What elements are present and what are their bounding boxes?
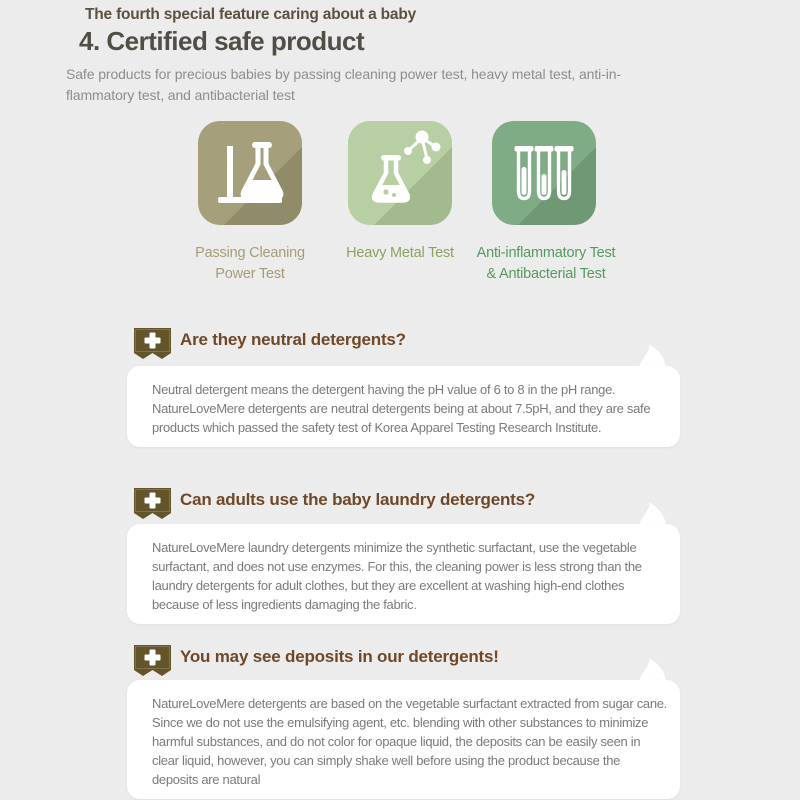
- cleaning-power-test-tile: [198, 121, 302, 225]
- cleaning-power-test-label: Passing Cleaning Power Test: [195, 245, 305, 282]
- antibacterial-test-tile: [492, 121, 596, 225]
- answer-box: NatureLoveMere detergents are based on the vegetable surfactant extracted from sugar cane. Since we do not use the emulsifying agent, etc. blending with other substances to minimize harmful substances, and do not color for opaque liquid, the deposits can be easily seen in clear liquid, however, you can simply shake well before using the product because the deposits are natural: [127, 680, 680, 799]
- heavy-metal-test-tile: [348, 121, 452, 225]
- question-text: Are they neutral detergents?: [180, 330, 406, 349]
- speech-bubble-tail: [638, 344, 667, 367]
- page-title: 4. Certified safe product: [79, 26, 365, 56]
- speech-bubble-tail: [638, 658, 667, 681]
- flask-stand-icon: [198, 121, 302, 225]
- antibacterial-test-label: Anti-inflammatory Test & Antibacterial Test: [476, 245, 616, 282]
- speech-bubble-tail: [638, 502, 667, 525]
- test-tubes-icon: [492, 121, 596, 225]
- plus-ribbon-icon: [134, 488, 171, 521]
- heavy-metal-test-label: Heavy Metal Test: [346, 245, 454, 261]
- subtitle-line: flammatory test, and antibacterial test: [66, 87, 295, 103]
- answer-box: NatureLoveMere laundry detergents minimize the synthetic surfactant, use the vegetable surfactant, and does not use enzymes. For this, the cleaning power is less strong than the laundry detergents for adult clothes, but they are excellent at washing high-end clothes because of less ingredients damaging the fabric.: [127, 524, 680, 624]
- page-subtitle: [66, 64, 621, 106]
- subtitle-line: Safe products for precious babies by passing cleaning power test, heavy metal test, anti-in-: [66, 66, 621, 82]
- answer-box: Neutral detergent means the detergent having the pH value of 6 to 8 in the pH range. NatureLoveMere detergents are neutral detergents being at about 7.5pH, and they are safe products which passed the safety test of Korea Apparel Testing Research Institute.: [127, 366, 680, 447]
- plus-ribbon-icon: [134, 328, 171, 361]
- plus-ribbon-icon: [134, 645, 171, 678]
- eyebrow-text: The fourth special feature caring about a baby: [85, 6, 417, 23]
- question-text: You may see deposits in our detergents!: [180, 647, 499, 666]
- question-text: Can adults use the baby laundry detergents?: [180, 490, 536, 509]
- flask-molecule-icon: [348, 121, 452, 225]
